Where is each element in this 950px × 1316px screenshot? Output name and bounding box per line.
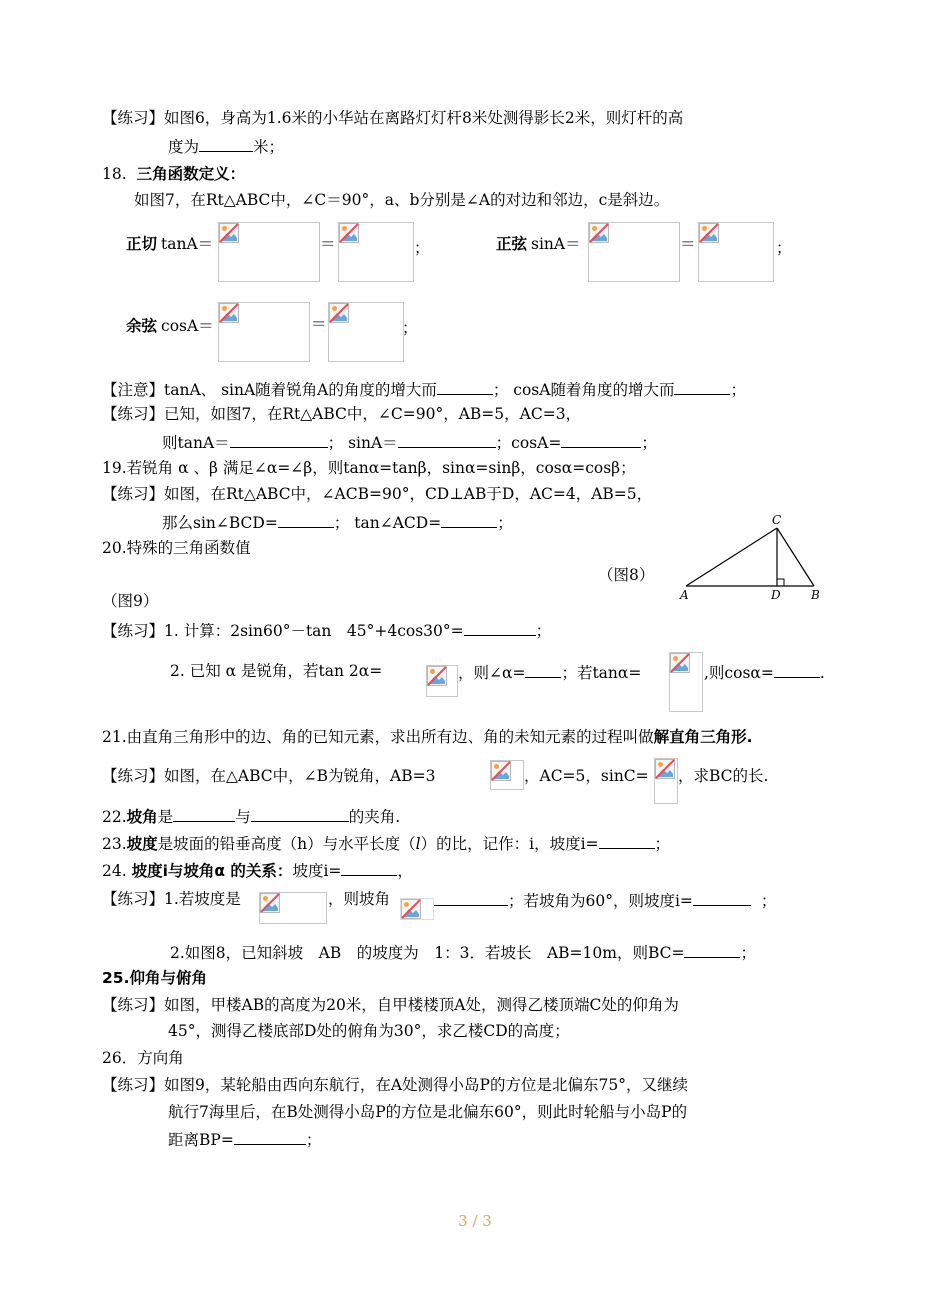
answer-blank (230, 431, 328, 448)
answer-blank (464, 619, 536, 636)
text-fragment: 24. (102, 862, 132, 880)
answer-blank (173, 805, 235, 822)
triangle-figure (676, 512, 826, 602)
text-fragment: 坡度i= (292, 862, 342, 880)
exercise-slope-line2 (170, 941, 756, 963)
exercise-tan-part-a: 2. 已知 α 是锐角，若tan 2α= (170, 662, 383, 680)
text-fragment: . (819, 664, 825, 682)
exercise-tan-part-c (704, 661, 825, 683)
formula-image (218, 302, 310, 362)
answer-blank (693, 889, 751, 906)
key-term: 解直角三角形. (653, 728, 753, 746)
exercise-buildings-line1: 【练习】如图，甲楼AB的高度为20米，自甲楼楼顶A处，测得乙楼顶端C处的仰角为 (102, 996, 679, 1014)
broken-image-icon (401, 899, 421, 919)
formula-image (588, 222, 680, 282)
text-fragment: 与 (235, 808, 251, 826)
formula-image (338, 222, 414, 282)
text-fragment: ； (740, 944, 756, 962)
equals-sign: ＝ (680, 235, 696, 253)
text-fragment: 21.由直角三角形中的边、角的已知元素，求出所有边、角的未知元素的过程叫做 (102, 728, 654, 746)
section-18-definition: 如图7，在Rt△ABC中，∠C＝90°，a、b分别是∠A的对边和邻边，c是斜边。 (134, 191, 670, 209)
section-title: 三角函数定义： (136, 165, 246, 183)
answer-blank (234, 1128, 306, 1145)
text-fragment: ；若坡角为60°，则坡度i= (508, 892, 693, 910)
broken-image-icon (260, 893, 280, 913)
exercise-rt-triangle-line2 (162, 431, 657, 453)
key-term: 坡度 (126, 835, 158, 853)
segment-ac (686, 528, 777, 586)
sin-expression: sinA＝ (531, 235, 581, 253)
text-fragment: ； tan∠ACD= (333, 514, 442, 532)
key-term: 坡角 (126, 808, 158, 826)
tan-label: 正切 (126, 235, 158, 253)
text-fragment: ； (760, 892, 777, 910)
cos-definition (126, 316, 214, 336)
text-fragment: ； (730, 381, 746, 399)
text-fragment: ； (535, 622, 552, 640)
cos-expression: cosA＝ (161, 317, 214, 335)
label-b: B (811, 588, 820, 602)
text-fragment: 的夹角. (348, 808, 401, 826)
section-20: 20.特殊的三角函数值 (102, 539, 251, 557)
cos-label: 余弦 (126, 317, 158, 335)
exercise-slope-part-a: 【练习】1.若坡度是 (102, 890, 241, 908)
section-19: 19.若锐角 α 、β 满足∠α=∠β，则tanα=tanβ，sinα=sinβ，cosα=cosβ； (102, 459, 636, 477)
exercise-rt-triangle-line1: 【练习】已知，如图7，在Rt△ABC中，∠C=90°，AB=5，AC=3， (102, 405, 582, 423)
text-fragment: 是坡面的铅垂高度（h）与水平长度（ (157, 835, 416, 853)
text-fragment: 则tanA＝ (162, 434, 230, 452)
label-d: D (771, 588, 781, 602)
answer-blank (599, 832, 655, 849)
section-18-heading (102, 164, 245, 184)
text-fragment: 距离BP= (168, 1131, 234, 1149)
text-fragment: 【练习】1. 计算：2sin60°－tan 45°+4cos30°= (102, 622, 464, 640)
section-21 (102, 727, 753, 747)
exercise-shadow-line2 (168, 135, 284, 157)
section-24: 24. 坡度i与坡角α 的关系：坡度i= ， (102, 859, 413, 881)
text-fragment: l (415, 835, 421, 853)
exercise-compute-line (102, 619, 551, 641)
text-fragment: ,则cosα= (704, 664, 774, 682)
semicolon: ； (414, 239, 430, 257)
answer-blank (684, 941, 740, 958)
formula-image (400, 898, 434, 920)
equals-sign: ＝ (311, 315, 327, 333)
exercise-bc-part-a: 【练习】如图，在△ABC中，∠B为锐角，AB=3 (102, 767, 436, 785)
text-fragment: ；若tanα= (561, 664, 642, 682)
section-22 (102, 805, 400, 827)
answer-blank (341, 859, 397, 876)
semicolon: ； (776, 239, 792, 257)
label-c: C (772, 513, 782, 527)
answer-blank (774, 661, 820, 678)
exercise-slope-part-c (434, 889, 776, 911)
broken-image-icon (427, 666, 447, 686)
key-term: 坡度i与坡角α 的关系： (131, 862, 293, 880)
sin-definition (496, 234, 581, 254)
answer-blank (437, 378, 493, 395)
broken-image-icon (329, 303, 349, 323)
text-fragment: 22. (102, 808, 127, 826)
broken-image-icon (219, 223, 239, 243)
answer-blank (278, 511, 334, 528)
text-fragment: ； (654, 835, 671, 853)
tan-definition (126, 234, 213, 254)
formula-image (669, 652, 703, 712)
broken-image-icon (219, 303, 239, 323)
formula-image (698, 222, 774, 282)
formula-image (328, 302, 404, 362)
exercise-slope-part-b: ，则坡角 (328, 890, 391, 908)
note-line (102, 378, 746, 400)
exercise-buildings-line2: 45°，测得乙楼底部D处的俯角为30°，求乙楼CD的高度； (168, 1022, 570, 1040)
figure-9-caption: （图9） (102, 592, 159, 610)
tan-expression: tanA＝ (161, 235, 214, 253)
answer-blank (398, 431, 496, 448)
right-angle-mark (777, 579, 784, 586)
text-fragment: 2.如图8，已知斜坡 AB 的坡度为 1：3．若坡长 AB=10m，则BC= (170, 944, 685, 962)
segment-cb (777, 528, 814, 586)
text-fragment: ）的比，记作：i，坡度i= (420, 835, 599, 853)
text-fragment: 23. (102, 835, 127, 853)
text-fragment: ； (641, 434, 657, 452)
section-23 (102, 832, 670, 854)
section-26: 26．方向角 (102, 1049, 184, 1067)
text-fragment: 米； (253, 138, 285, 156)
answer-blank (251, 805, 349, 822)
exercise-cd-line1: 【练习】如图，在Rt△ABC中，∠ACB=90°，CD⊥AB于D，AC=4，AB=5， (102, 485, 653, 503)
formula-image (654, 758, 678, 804)
exercise-bc-part-b: ，AC=5，sinC= (524, 767, 649, 785)
broken-image-icon (699, 223, 719, 243)
exercise-tan-part-b (458, 661, 641, 683)
broken-image-icon (655, 759, 675, 779)
text-fragment: ；cosA= (495, 434, 562, 452)
text-fragment: 那么sin∠BCD= (162, 514, 278, 532)
exercise-bc-part-c: ，求BC的长. (678, 767, 769, 785)
formula-image (490, 760, 524, 790)
broken-image-icon (491, 761, 511, 781)
page-number: 3 / 3 (458, 1212, 492, 1230)
text-fragment: ； (497, 514, 513, 532)
text-fragment: ； cosA随着角度的增大而 (492, 381, 675, 399)
text-fragment: ； (305, 1131, 322, 1149)
answer-blank (674, 378, 730, 395)
semicolon: ； (402, 319, 418, 337)
text-fragment: 度为 (168, 138, 200, 156)
exercise-ship-line1: 【练习】如图9，某轮船由西向东航行，在A处测得小岛P的方位是北偏东75°，又继续 (102, 1076, 688, 1094)
text-fragment: 【注意】tanA、 sinA随着锐角A的角度的增大而 (102, 381, 437, 399)
sin-label: 正弦 (496, 235, 528, 253)
text-fragment: 是 (157, 808, 174, 826)
exercise-shadow-line1: 【练习】如图6，身高为1.6米的小华站在离路灯灯杆8米处测得影长2米，则灯杆的高 (102, 109, 684, 127)
label-a: A (680, 588, 689, 602)
text-fragment: ，则∠α= (458, 664, 526, 682)
exercise-ship-line3 (168, 1128, 321, 1150)
answer-blank (441, 511, 497, 528)
equals-sign: ＝ (320, 235, 336, 253)
exercise-cd-line2 (162, 511, 513, 533)
figure-8-caption: （图8） (598, 566, 655, 584)
section-number: 18. (102, 165, 127, 183)
text-fragment: ； sinA＝ (327, 434, 398, 452)
broken-image-icon (670, 653, 690, 673)
answer-blank (561, 431, 641, 448)
section-25: 25.仰角与俯角 (102, 969, 207, 987)
broken-image-icon (589, 223, 609, 243)
formula-image (426, 665, 458, 697)
exercise-ship-line2: 航行7海里后，在B处测得小岛P的方位是北偏东60°，则此时轮船与小岛P的 (168, 1103, 688, 1121)
answer-blank (434, 889, 508, 906)
answer-blank (525, 661, 561, 678)
broken-image-icon (339, 223, 359, 243)
answer-blank (199, 135, 253, 152)
formula-image (259, 892, 327, 924)
formula-image (218, 222, 320, 282)
